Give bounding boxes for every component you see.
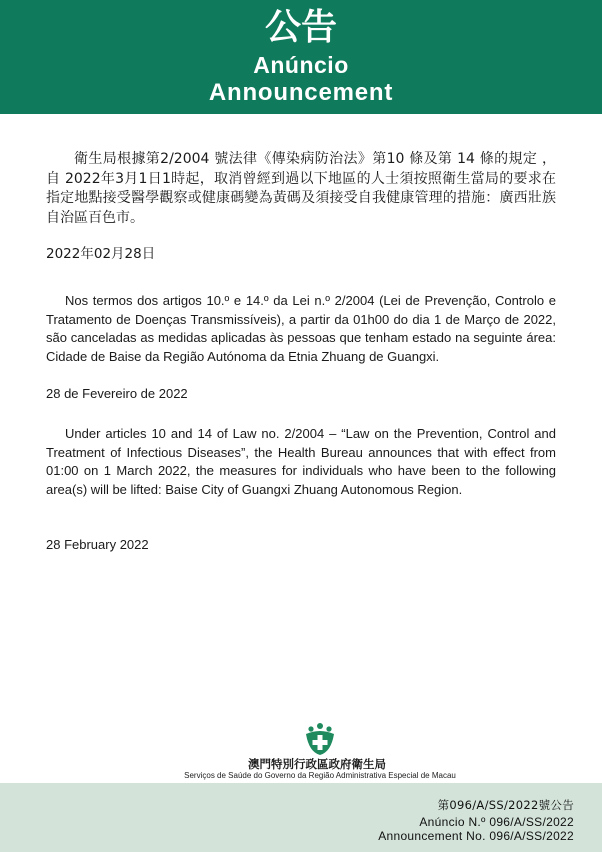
english-date: 28 February 2022	[46, 537, 149, 552]
announcement-header	[0, 0, 602, 114]
title-chinese: 公告	[264, 7, 337, 48]
organization-name-portuguese: Serviços de Saúde do Governo da Região Administrativa Especial de Macau	[184, 771, 456, 780]
reference-chinese: 第096/A/SS/2022號公告	[437, 798, 574, 812]
chinese-date: 2022年02月28日	[46, 246, 156, 262]
chinese-paragraph: 衛生局根據第2/2004 號法律《傳染病防治法》第10 條及第 14 條的規定 ，自 2022年3月1日1時起，取消曾經到過以下地區的人士須按照衛生當局的要求在指定地點接受醫學觀察或健康碼變為黃碼及須接受自我健康管理的措施：廣西壯族自治區百色市。	[46, 151, 556, 226]
health-bureau-logo-icon	[303, 722, 337, 756]
english-paragraph: Under articles 10 and 14 of Law no. 2/2004 – “Law on the Prevention, Control and Treatment of Infectious Diseases”, the Health Bureau announces that with effect from 01:00 on 1 March 2022, the measures for individuals who have been to the following area(s) will be lifted: Baise City of Guangxi Zhuang Autonomous Region.	[46, 426, 556, 497]
reference-english: Announcement No. 096/A/SS/2022	[378, 829, 574, 843]
portuguese-date: 28 de Fevereiro de 2022	[46, 386, 188, 401]
title-english: Announcement	[208, 79, 394, 106]
organization-name-chinese: 澳門特別行政區政府衛生局	[248, 757, 386, 771]
title-portuguese: Anúncio	[253, 52, 349, 78]
reference-portuguese: Anúncio N.º 096/A/SS/2022	[419, 815, 574, 829]
portuguese-paragraph: Nos termos dos artigos 10.º e 14.º da Lei n.º 2/2004 (Lei de Prevenção, Controlo e Tratamento de Doenças Transmissíveis), a partir da 01h00 do dia 1 de Março de 2022, são canceladas as medidas aplicadas às pessoas que tenham estado na seguinte área: Cidade de Baise da Região Autónoma da Etnia Zhuang de Guangxi.	[46, 293, 556, 364]
